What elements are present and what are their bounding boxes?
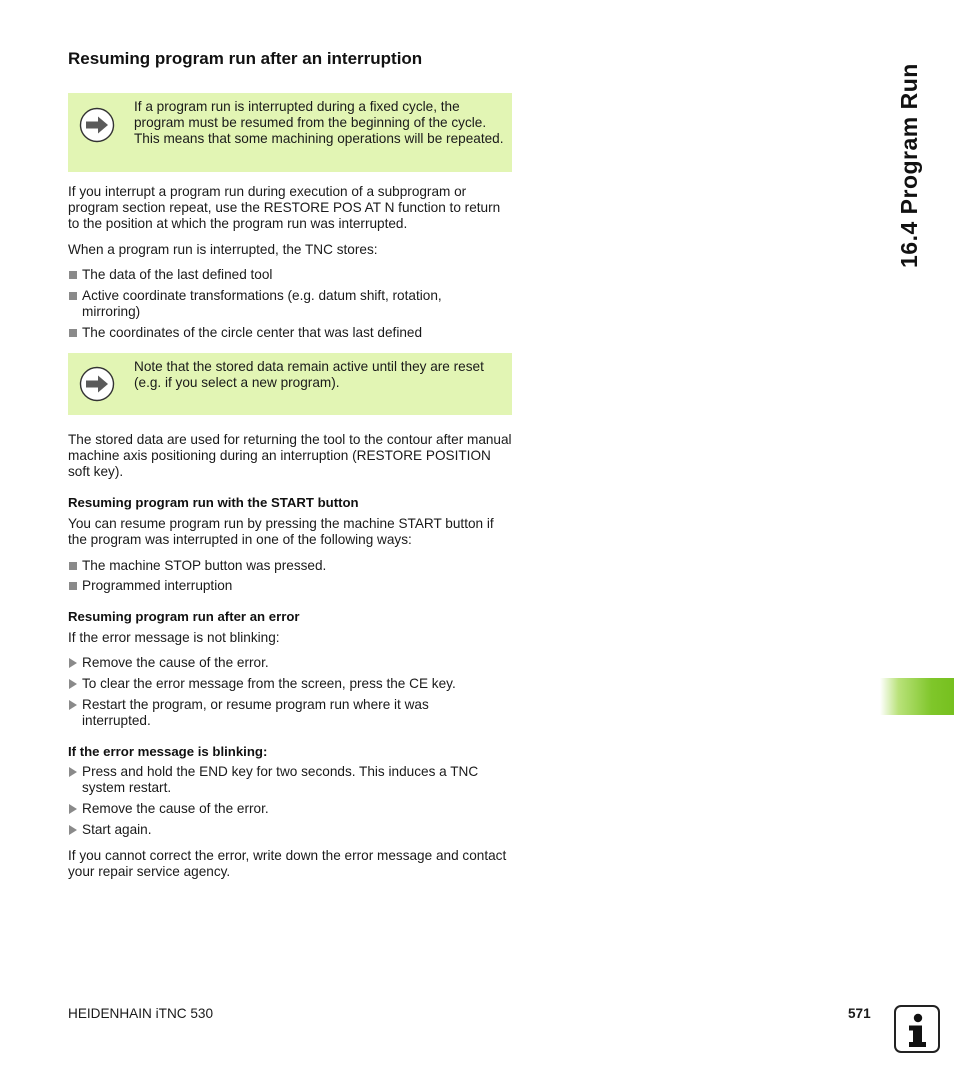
note-text-stored-data: Note that the stored data remain active until they are reset (e.g. if you select a new program). xyxy=(134,359,484,391)
chapter-side-title: 16.4 Program Run xyxy=(896,63,922,268)
triangle-bullet-icon xyxy=(69,679,77,689)
subheading-start-button: Resuming program run with the START button xyxy=(68,495,359,510)
square-bullet-icon xyxy=(69,582,77,590)
square-bullet-icon xyxy=(69,292,77,300)
chapter-tab-marker xyxy=(880,678,954,715)
info-glyph xyxy=(896,1007,938,1051)
triangle-bullet-icon xyxy=(69,700,77,710)
footer-product-name: HEIDENHAIN iTNC 530 xyxy=(68,1006,214,1021)
info-icon xyxy=(894,1005,940,1053)
paragraph-not-blinking: If the error message is not blinking: xyxy=(68,630,280,645)
list-item: The data of the last defined tool xyxy=(68,267,512,283)
paragraph-contact-service: If you cannot correct the error, write down the error message and contact your repair service agency. xyxy=(68,848,507,880)
square-bullet-icon xyxy=(69,329,77,337)
list-item: The machine STOP button was pressed. xyxy=(68,558,512,574)
subheading-after-error: Resuming program run after an error xyxy=(68,609,300,624)
paragraph-start-button: You can resume program run by pressing the machine START button if the program was interrupted in one of the following ways: xyxy=(68,516,494,548)
step-item: Start again. xyxy=(68,822,512,838)
square-bullet-icon xyxy=(69,271,77,279)
triangle-bullet-icon xyxy=(69,658,77,668)
step-item: To clear the error message from the screen, press the CE key. xyxy=(68,676,512,692)
step-item: Restart the program, or resume program run where it was interrupted. xyxy=(68,697,512,729)
step-item: Press and hold the END key for two seconds. This induces a TNC system restart. xyxy=(68,764,512,796)
step-item: Remove the cause of the error. xyxy=(68,655,512,671)
note-box-stored-data xyxy=(68,353,512,415)
arrow-right-icon xyxy=(79,366,115,402)
note-box-cycle xyxy=(68,93,512,172)
note-text-cycle: If a program run is interrupted during a fixed cycle, the program must be resumed from the beginning of the cycle. This means that some machining operations will be repeated. xyxy=(134,99,504,147)
arrow-right-icon xyxy=(79,107,115,143)
triangle-bullet-icon xyxy=(69,804,77,814)
subheading-blinking: If the error message is blinking: xyxy=(68,744,268,759)
svg-text:i: i xyxy=(896,1007,897,1008)
triangle-bullet-icon xyxy=(69,767,77,777)
list-item: Programmed interruption xyxy=(68,578,512,594)
page-number: 571 xyxy=(848,1006,871,1021)
paragraph-subprogram: If you interrupt a program run during execution of a subprogram or program section repeat, use the RESTORE POS AT N function to return to the position at which the program run was interrupted. xyxy=(68,184,501,232)
list-item: Active coordinate transformations (e.g. datum shift, rotation, mirroring) xyxy=(68,288,512,320)
triangle-bullet-icon xyxy=(69,825,77,835)
paragraph-tnc-stores: When a program run is interrupted, the TNC stores: xyxy=(68,242,378,257)
square-bullet-icon xyxy=(69,562,77,570)
step-item: Remove the cause of the error. xyxy=(68,801,512,817)
paragraph-restore-position: The stored data are used for returning the tool to the contour after manual machine axis positioning during an interruption (RESTORE POSITION soft key). xyxy=(68,432,512,480)
list-item: The coordinates of the circle center that was last defined xyxy=(68,325,512,341)
section-heading: Resuming program run after an interruption xyxy=(68,49,423,68)
